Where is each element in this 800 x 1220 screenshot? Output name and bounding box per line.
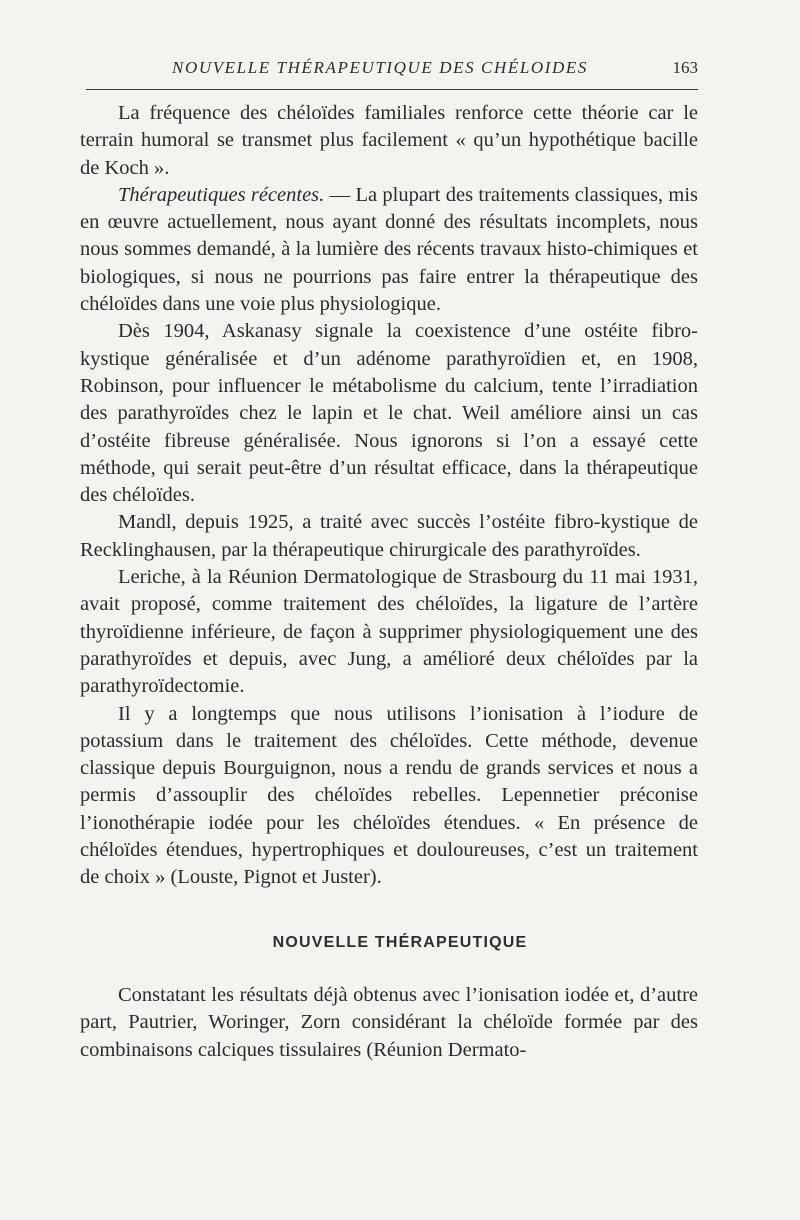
paragraph-mandl: Mandl, depuis 1925, a traité avec succès l’ostéite fibro-kystique de Recklinghausen, par la thérapeutique chirurgicale des parathyroïdes. [80, 511, 698, 561]
body-text [80, 100, 698, 892]
paragraph-lead: Thérapeutiques récentes. [118, 183, 325, 206]
paragraph-leriche: Leriche, à la Réunion Dermatologique de Strasbourg du 11 mai 1931, avait proposé, comme traitement des chéloïdes, la ligature de l’artère thyroïdienne inférieure, de façon à supprimer physiologiquement une des parathyroïdes et depuis, avec Jung, a amélioré deux chéloïdes par la parathyroïdectomie. [80, 566, 698, 698]
paragraph-new-therapeutic: Constatant les résultats déjà obtenus avec l’ionisation iodée et, d’autre part, Pautrier, Woringer, Zorn considérant la chéloïde formée par des combinaisons calciques tissulaires (Réunion Dermato- [80, 984, 698, 1061]
paragraph-recent-therapeutics: Thérapeutiques récentes. — La plupart des traitements classiques, mis en œuvre actuellement, nous ayant donné des résultats incomplets, nous nous sommes demandé, à la lumière des récents travaux histo-chimiques et biologiques, si nous ne pourrions pas faire entrer la thérapeutique des chéloïdes dans une voie plus physiologique. [80, 183, 698, 316]
section-body [80, 982, 698, 1064]
paragraph-familial-keloids: La fréquence des chéloïdes familiales renforce cette théorie car le terrain humoral se transmet plus facilement « qu’un hypothétique bacille de Koch ». [80, 102, 698, 179]
paragraph-ionisation: Il y a longtemps que nous utilisons l’ionisation à l’iodure de potassium dans le traitement des chéloïdes. Cette méthode, devenue classique depuis Bourguignon, nous a rendu de grands services et nous a permis d’assouplir des chéloïdes rebelles. Lepennetier préconise l’ionothérapie iodée pour les chéloïdes étendues. « En présence de chéloïdes étendues, hypertrophiques et douloureuses, c’est un traitement de choix » (Louste, Pignot et Juster). [80, 702, 698, 889]
section-heading: NOUVELLE THÉRAPEUTIQUE [272, 934, 528, 951]
page-number: 163 [672, 58, 698, 77]
paragraph-askanasy: Dès 1904, Askanasy signale la coexistence d’une ostéite fibro-kystique généralisée et d’un adénome parathyroïdien et, en 1908, Robinson, pour influencer le métabolisme du calcium, tente l’irradiation des parathyroïdes chez le lapin et le chat. Weil améliore ainsi un cas d’ostéite fibreuse généralisée. Nous ignorons si l’on a essayé cette méthode, qui serait peut-être d’un résultat efficace, dans la thérapeutique des chéloïdes. [80, 320, 698, 507]
header-rule [86, 89, 698, 90]
running-head [80, 58, 698, 84]
running-title: NOUVELLE THÉRAPEUTIQUE DES CHÉLOIDES [172, 58, 589, 77]
